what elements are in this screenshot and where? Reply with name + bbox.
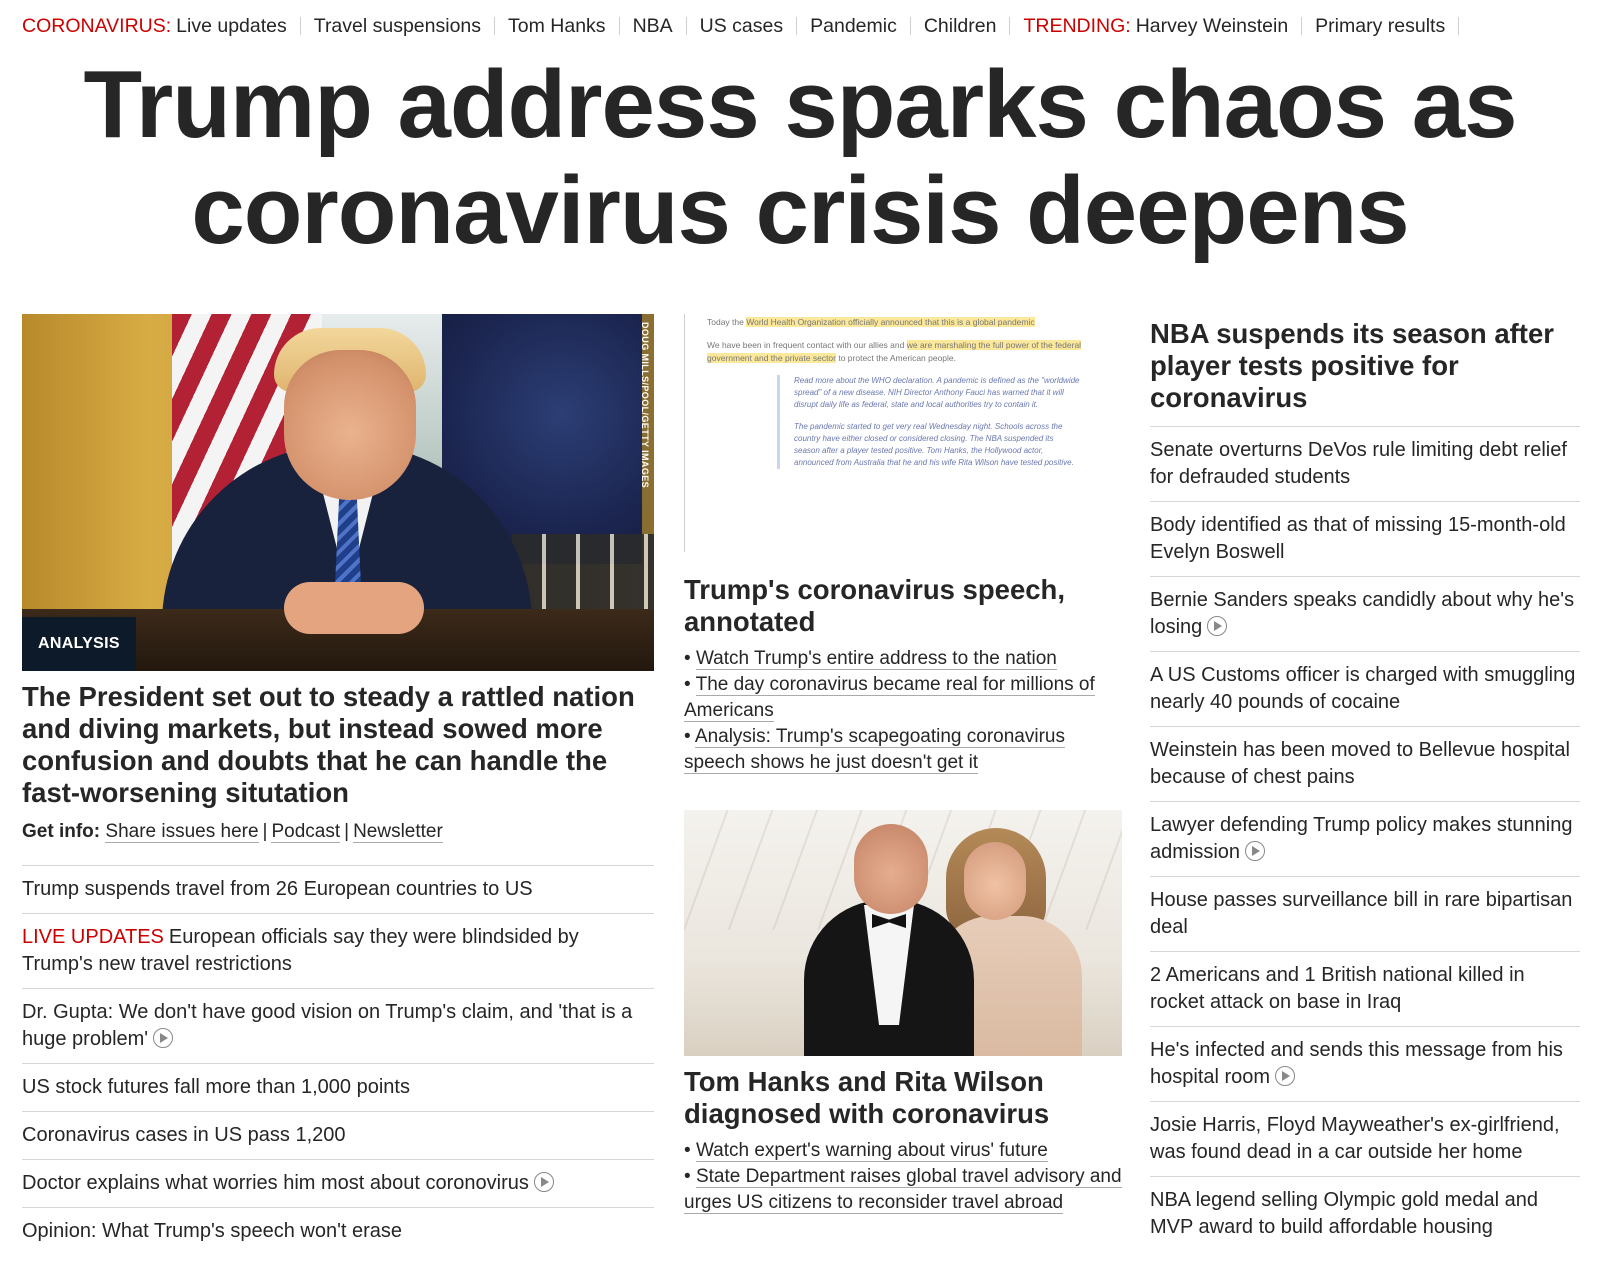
nav-nba[interactable]: NBA bbox=[632, 14, 673, 37]
nav-divider bbox=[910, 17, 911, 35]
nav-divider bbox=[1458, 17, 1459, 35]
trending-label: TRENDING: bbox=[1023, 14, 1131, 37]
right-story-list bbox=[1150, 427, 1580, 1251]
nav-harvey-weinstein[interactable]: Harvey Weinstein bbox=[1135, 14, 1289, 37]
speech-related-links bbox=[684, 646, 1122, 776]
newsletter-link[interactable]: Newsletter bbox=[353, 821, 443, 842]
share-issues-link[interactable]: Share issues here bbox=[105, 821, 259, 842]
nav-divider bbox=[1009, 17, 1010, 35]
list-item[interactable]: House passes surveillance bill in rare bipartisan deal bbox=[1150, 877, 1580, 952]
nba-story-title[interactable]: NBA suspends its season after player tests positive for coronavirus bbox=[1150, 314, 1580, 427]
nav-divider bbox=[1301, 17, 1302, 35]
nav-divider bbox=[686, 17, 687, 35]
related-link[interactable]: • Watch expert's warning about virus' future bbox=[684, 1140, 1048, 1161]
nav-divider bbox=[300, 17, 301, 35]
video-play-icon bbox=[534, 1172, 554, 1192]
list-item[interactable]: LIVE UPDATES European officials say they were blindsided by Trump's new travel restrictions bbox=[22, 914, 654, 989]
nav-divider bbox=[619, 17, 620, 35]
speech-story-title[interactable]: Trump's coronavirus speech, annotated bbox=[684, 574, 1065, 637]
lead-story-title[interactable]: The President set out to steady a rattled nation and diving markets, but instead sowed more confusion and doubts that he can handle the fast-worsening situtation bbox=[22, 681, 635, 808]
annotated-speech-thumbnail[interactable]: Today the World Health Organization officially announced that this is a global pandemic We have been in frequent contact with our allies and we are marshaling the full power of the federal government and the private sector to protect the American people. Read more about the WHO declaration. A pandemic is defined as the "worldwide spread" of a new disease. NIH Director Anthony Fauci has warned that it will disrupt daily life as federal, state and local authorities try to contain it. The pandemic started to get very real Wednesday night. Schools across the country have either closed or considered closing. The NBA suspended its season after a player tested positive. Tom Hanks, the Hollywood actor, announced from Australia that he and his wife Rita Wilson have tested positive. bbox=[684, 314, 1122, 552]
nav-primary-results[interactable]: Primary results bbox=[1315, 14, 1446, 37]
top-nav bbox=[22, 12, 1580, 40]
list-item[interactable]: Doctor explains what worries him most about coronovirus bbox=[22, 1160, 654, 1208]
hanks-related-links bbox=[684, 1138, 1122, 1216]
list-item[interactable]: Opinion: What Trump's speech won't erase bbox=[22, 1220, 403, 1242]
related-link[interactable]: • State Department raises global travel advisory and urges US citizens to reconsider travel abroad bbox=[684, 1166, 1122, 1213]
nav-live-updates[interactable]: Live updates bbox=[176, 14, 287, 37]
hanks-story-title[interactable]: Tom Hanks and Rita Wilson diagnosed with coronavirus bbox=[684, 1066, 1050, 1129]
list-item[interactable]: NBA legend selling Olympic gold medal and MVP award to build affordable housing bbox=[1150, 1189, 1538, 1238]
person-hands bbox=[284, 582, 424, 634]
get-info-label: Get info: bbox=[22, 821, 101, 842]
list-item[interactable]: Trump suspends travel from 26 European countries to US bbox=[22, 866, 654, 914]
list-item[interactable]: He's infected and sends this message from his hospital room bbox=[1150, 1027, 1580, 1102]
list-item[interactable]: Josie Harris, Floyd Mayweather's ex-girlfriend, was found dead in a car outside her home bbox=[1150, 1102, 1580, 1177]
video-play-icon bbox=[1207, 616, 1227, 636]
podcast-link[interactable]: Podcast bbox=[271, 821, 341, 842]
nav-children[interactable]: Children bbox=[923, 14, 997, 37]
video-play-icon bbox=[153, 1028, 173, 1048]
analysis-badge: ANALYSIS bbox=[22, 617, 136, 671]
image-credit: DOUG MILLS/POOL/GETTY IMAGES bbox=[640, 322, 650, 489]
man-face bbox=[854, 824, 928, 914]
live-updates-tag: LIVE UPDATES bbox=[22, 926, 164, 948]
nav-tom-hanks[interactable]: Tom Hanks bbox=[508, 14, 606, 37]
page-headline[interactable]: Trump address sparks chaos as coronavirus crisis deepens bbox=[83, 51, 1517, 264]
woman-face bbox=[964, 842, 1026, 920]
video-play-icon bbox=[1245, 841, 1265, 861]
list-item[interactable]: Senate overturns DeVos rule limiting debt relief for defrauded students bbox=[1150, 427, 1580, 502]
list-item[interactable]: A US Customs officer is charged with smuggling nearly 40 pounds of cocaine bbox=[1150, 652, 1580, 727]
list-item[interactable]: Weinstein has been moved to Bellevue hospital because of chest pains bbox=[1150, 727, 1580, 802]
get-info-row: Get info: Share issues here | Podcast | Newsletter bbox=[22, 821, 443, 842]
video-play-icon bbox=[1275, 1066, 1295, 1086]
list-item[interactable]: 2 Americans and 1 British national killed in rocket attack on base in Iraq bbox=[1150, 952, 1580, 1027]
hanks-wilson-photo[interactable] bbox=[684, 810, 1122, 1056]
list-item[interactable]: Bernie Sanders speaks candidly about why he's losing bbox=[1150, 577, 1580, 652]
related-link[interactable]: • Watch Trump's entire address to the nation bbox=[684, 648, 1057, 669]
nav-travel-suspensions[interactable]: Travel suspensions bbox=[313, 14, 482, 37]
annotation-quote: Read more about the WHO declaration. A pandemic is defined as the "worldwide spread" of a new disease. NIH Director Anthony Fauci has warned that it will disrupt daily life as federal, state and local authorities try to contain it. The pandemic started to get very real Wednesday night. Schools across the country have either closed or considered closing. The NBA suspended its season after a player tested positive. Tom Hanks, the Hollywood actor, announced from Australia that he and his wife Rita Wilson have tested positive. bbox=[777, 375, 1080, 469]
list-item[interactable]: Coronavirus cases in US pass 1,200 bbox=[22, 1112, 654, 1160]
related-link[interactable]: • Analysis: Trump's scapegoating coronavirus speech shows he just doesn't get it bbox=[684, 726, 1065, 773]
related-link[interactable]: • The day coronavirus became real for millions of Americans bbox=[684, 674, 1095, 721]
list-item[interactable]: Body identified as that of missing 15-month-old Evelyn Boswell bbox=[1150, 502, 1580, 577]
nav-divider bbox=[494, 17, 495, 35]
person-face bbox=[284, 350, 416, 500]
list-item[interactable]: US stock futures fall more than 1,000 points bbox=[22, 1064, 654, 1112]
coronavirus-label: CORONAVIRUS: bbox=[22, 14, 172, 37]
nav-divider bbox=[796, 17, 797, 35]
list-item[interactable]: Lawyer defending Trump policy makes stunning admission bbox=[1150, 802, 1580, 877]
lead-story-image[interactable] bbox=[22, 314, 654, 671]
lead-story-column bbox=[22, 314, 654, 1255]
list-item[interactable]: Dr. Gupta: We don't have good vision on Trump's claim, and 'that is a huge problem' bbox=[22, 989, 654, 1064]
nav-pandemic[interactable]: Pandemic bbox=[810, 14, 897, 37]
speech-column bbox=[684, 314, 1122, 1216]
lead-related-list bbox=[22, 865, 654, 1255]
nav-us-cases[interactable]: US cases bbox=[699, 14, 784, 37]
right-column bbox=[1150, 314, 1580, 1251]
